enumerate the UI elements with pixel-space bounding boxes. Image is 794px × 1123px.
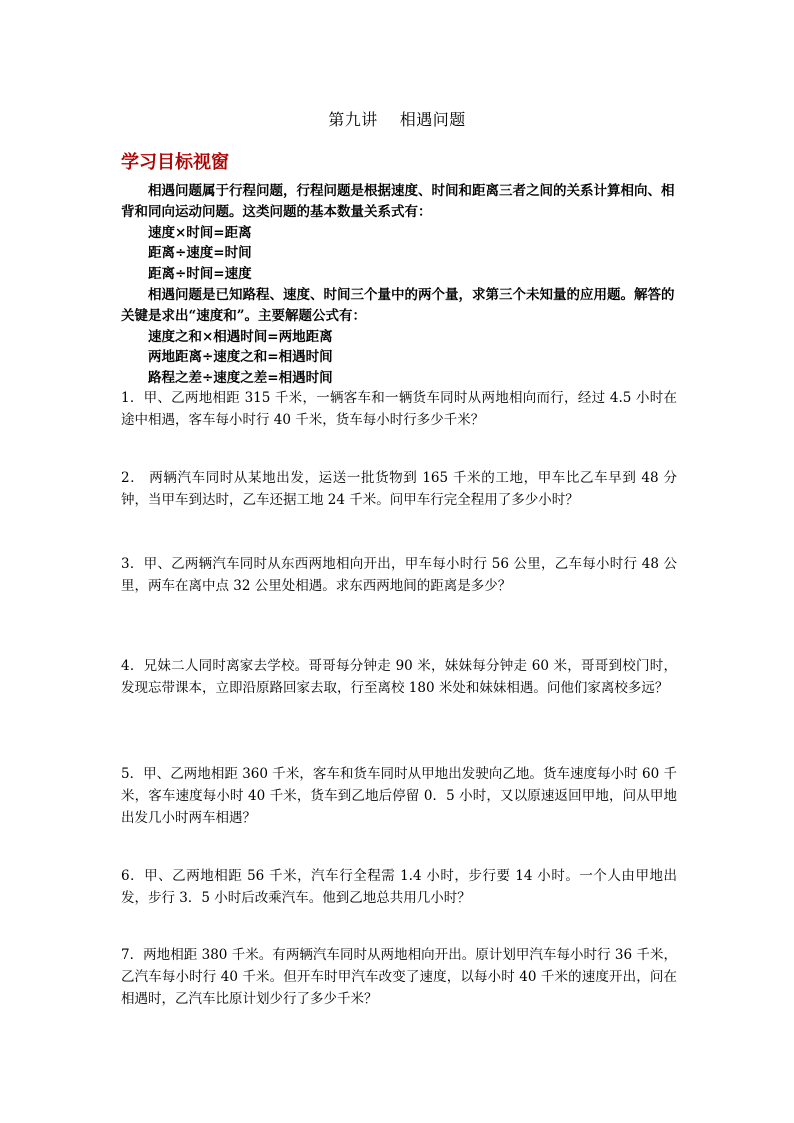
formula-line: 路程之差÷速度之差=相遇时间 [148,370,333,387]
page-title [0,107,794,130]
problem-text: 6．甲、乙两地相距 56 千米，汽车行全程需 1.4 小时，步行要 14 小时。一个人由甲地出发，步行 3．5 小时后改乘汽车。他到乙地总共用几小时？ [121,868,677,906]
formula-line: 速度之和×相遇时间=两地距离 [148,328,333,345]
problem-text: 4．兄妹二人同时离家去学校。哥哥每分钟走 90 米，妹妹每分钟走 60 米，哥哥到校门时，发现忘带课本，立即沿原路回家去取，行至离校 180 米处和妹妹相遇。问他们家离校多远？ [121,658,677,696]
problem-1 [121,387,677,431]
problem-text: 7．两地相距 380 千米。有两辆汽车同时从两地相向开出。原计划甲汽车每小时行 36 千米，乙汽车每小时行 40 千米。但开车时甲汽车改变了速度，以每小时 40 千米的速度开出，问在相遇时，乙汽车比原计划少行了多少千米？ [121,947,677,1007]
problem-7 [121,944,677,1010]
formula-line: 距离÷速度=时间 [148,245,252,262]
intro-paragraph-1: 相遇问题属于行程问题，行程问题是根据速度、时间和距离三者之间的关系计算相向、相背和同向运动问题。这类问题的基本数量关系式有： [121,183,675,220]
problem-text: 5．甲、乙两地相距 360 千米，客车和货车同时从甲地出发驶向乙地。货车速度每小时 60 千米，客车速度每小时 40 千米，货车到乙地后停留 0．5 小时，又以原速返回甲地，问从甲地出发几小时两车相遇？ [121,766,677,826]
problem-2 [121,467,677,511]
lecture-number: 第九讲 [328,110,378,129]
formula-line: 距离÷时间=速度 [148,266,252,283]
intro-block [121,181,677,389]
problem-5 [121,763,677,829]
formula-line: 两地距离÷速度之和=相遇时间 [148,349,333,366]
problem-4 [121,655,677,699]
intro-paragraph-2: 相遇问题是已知路程、速度、时间三个量中的两个量，求第三个未知量的应用题。解答的关键是求出“速度和”。主要解题公式有： [121,286,675,324]
problem-text: 3．甲、乙两辆汽车同时从东西两地相向开出，甲车每小时行 56 公里，乙车每小时行 48 公里，两车在离中点 32 公里处相遇。求东西两地间的距离是多少？ [121,556,677,594]
problem-text: 1．甲、乙两地相距 315 千米，一辆客车和一辆货车同时从两地相向而行，经过 4.5 小时在途中相遇，客车每小时行 40 千米，货车每小时行多少千米？ [121,390,677,428]
problem-3 [121,553,677,597]
section-heading: 学习目标视窗 [121,152,229,173]
formula-line: 速度×时间=距离 [148,224,252,241]
problem-6 [121,865,677,909]
lecture-topic: 相遇问题 [399,110,466,129]
problem-text: 2． 两辆汽车同时从某地出发，运送一批货物到 165 千米的工地，甲车比乙车早到 48 分钟，当甲车到达时，乙车还据工地 24 千米。问甲车行完全程用了多少小时？ [121,470,677,508]
